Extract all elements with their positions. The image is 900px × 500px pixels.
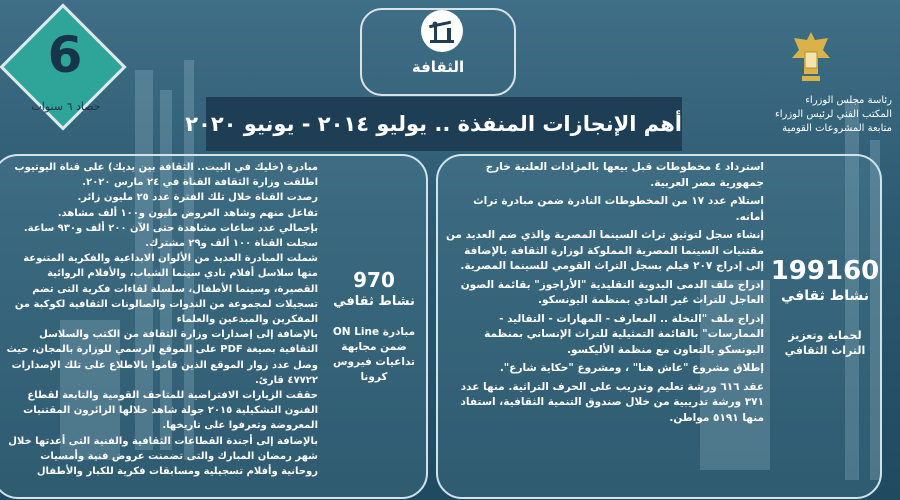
list-item: مبادرة (خليك في البيت.. الثقافة بين يديك) على قناة اليوتيوب [14, 162, 318, 173]
online-stat [324, 268, 424, 385]
list-item: استرداد ٤ مخطوطات قبل بيعها بالمزادات العلنية خارج جمهورية مصر العربية. [485, 161, 764, 189]
page-title: أهم الإنجازات المنفذة .. يوليو ٢٠١٤ - يونيو ٢٠٢٠ [185, 112, 682, 136]
stat-description [770, 328, 880, 358]
stat-label: نشاط ثقافي [780, 288, 870, 304]
list-item: إدراج ملف الدمى اليدوية التقليدية "الأراجوز" بقائمة الصون العاجل للتراث غير المادي بمنظمة اليونسكو. [460, 278, 764, 306]
list-item: سجلت القناة ١٠٠ ألف و٢٩ مشترك. [145, 238, 318, 250]
organization-block [742, 94, 892, 136]
list-item: بالإضافة إلى أجندة القطاعات الثقافية والفنية التى أعدتها خلال شهر رمضان المبارك والتى تضمنت عروض فنية وأمسيات روحانية وأفلام تسجيلية ومسابقات فكرية للكبار والأطفال [8, 435, 318, 478]
list-item: عقد ٦١٦ ورشة تعليم وتدريب على الحرف التراثية. منها عدد ٣٧١ ورشة تدريبية من خلال صندوق التنمية الثقافية، استفاد منها ٥١٩١ مواطن. [460, 380, 764, 424]
stat-description-line: التراث الثقافي [784, 344, 866, 357]
badge-caption: حصاد ٦ سنوات [31, 100, 101, 113]
online-initiative-list [0, 160, 318, 479]
badge-number: 6 [47, 26, 83, 84]
list-item: شملت المبادرة العديد من الألوان الابداعية والفكرية المتنوعة منها سلاسل أفلام نادي سينما الشباب، والأفلام الروائية القصيرة، وسينما الأطفال، سلسلة لقاءات فكرية التى تضم تسجيلات لمجموعة من الندوات والصالونات الثقافية لكوكبة من المفكرين والمبدعين والعلماء [14, 253, 318, 326]
heritage-achievements-list [446, 160, 764, 429]
list-item: إنشاء سجل لتوثيق تراث السينما المصرية والذي ضم العديد من مقتنيات السينما المصرية المملوكة لوزارة الثقافة بالإضافة إلى إدراج ٢٠٧ فيلم بسجل التراث القومي للسينما المصرية. [445, 229, 764, 272]
list-item: بإجمالي عدد ساعات مشاهدة حتى الآن ٢٠٠ ألف و٩٣٠ ساعة. [23, 222, 318, 234]
org-line-1: رئاسة مجلس الوزراء [805, 95, 892, 106]
stat-description-line: مبادرة ON Line [332, 326, 416, 338]
stat-description-line: كرونا [360, 371, 388, 383]
stat-description [324, 325, 424, 385]
stat-description-line: لحماية وتعزيز [788, 329, 862, 342]
years-badge [2, 6, 130, 134]
list-item: حققت الزيارات الافتراضية للمتاحف القومية والتابعة لقطاع الفنون التشكيلية ٢٠١٥ جولة شاهد خلالها الزائرون المقتنيات المعروضة وتعرفوا على تاريخها. [23, 390, 318, 432]
list-item: رصدت القناة خلال تلك الفترة عدد ٢٥ مليون زائر. [77, 192, 318, 204]
heritage-stat [770, 256, 880, 358]
list-item: إدراج ملف "النخلة .. المعارف - المهارات - التقاليد - الممارسات" بالقائمة التمثيلية للتراث الإنساني بمنظمة اليونسكو بالتعاون مع منظمة الأليكسو. [484, 312, 764, 356]
section-label: الثقافة [411, 58, 465, 76]
list-item: استلام عدد ١٧ من المخطوطات النادرة ضمن مبادرة تراث أمانه. [473, 195, 764, 223]
list-item: تفاعل منهم وشاهد العروض مليون و١٠٠ ألف مشاهد. [57, 207, 318, 219]
list-item: اطلقت وزارة الثقافة القناة في ٢٤ مارس ٢٠٢٠. [82, 177, 318, 189]
stat-label: نشاط ثقافي [333, 294, 415, 309]
org-line-2: المكتب الفني لرئيس الوزراء [775, 109, 892, 120]
oil-pump-icon [421, 10, 463, 52]
org-line-3: متابعة المشروعات القومية [782, 123, 892, 134]
stat-number: 199160 [770, 256, 880, 286]
list-item: بالإضافة إلى إصدارات وزارة الثقافة من الكتب والسلاسل الثقافية بصيغة PDF على الموقع الرسمي للوزارة بالمجان، حيث وصل عدد زوار الموقع الذين قاموا بالاطلاع على تلك الإصدارات ٤٧٧٢٢ قارئ. [6, 329, 318, 386]
eagle-emblem-icon [788, 28, 834, 86]
stat-description-line: تداعيات فيروس [333, 356, 415, 368]
list-item: إطلاق مشروع "عاش هنا" ، ومشروع "حكاية شارع". [499, 362, 764, 374]
stat-number: 970 [353, 268, 395, 292]
stat-description-line: ضمن مجابهة [341, 341, 407, 353]
